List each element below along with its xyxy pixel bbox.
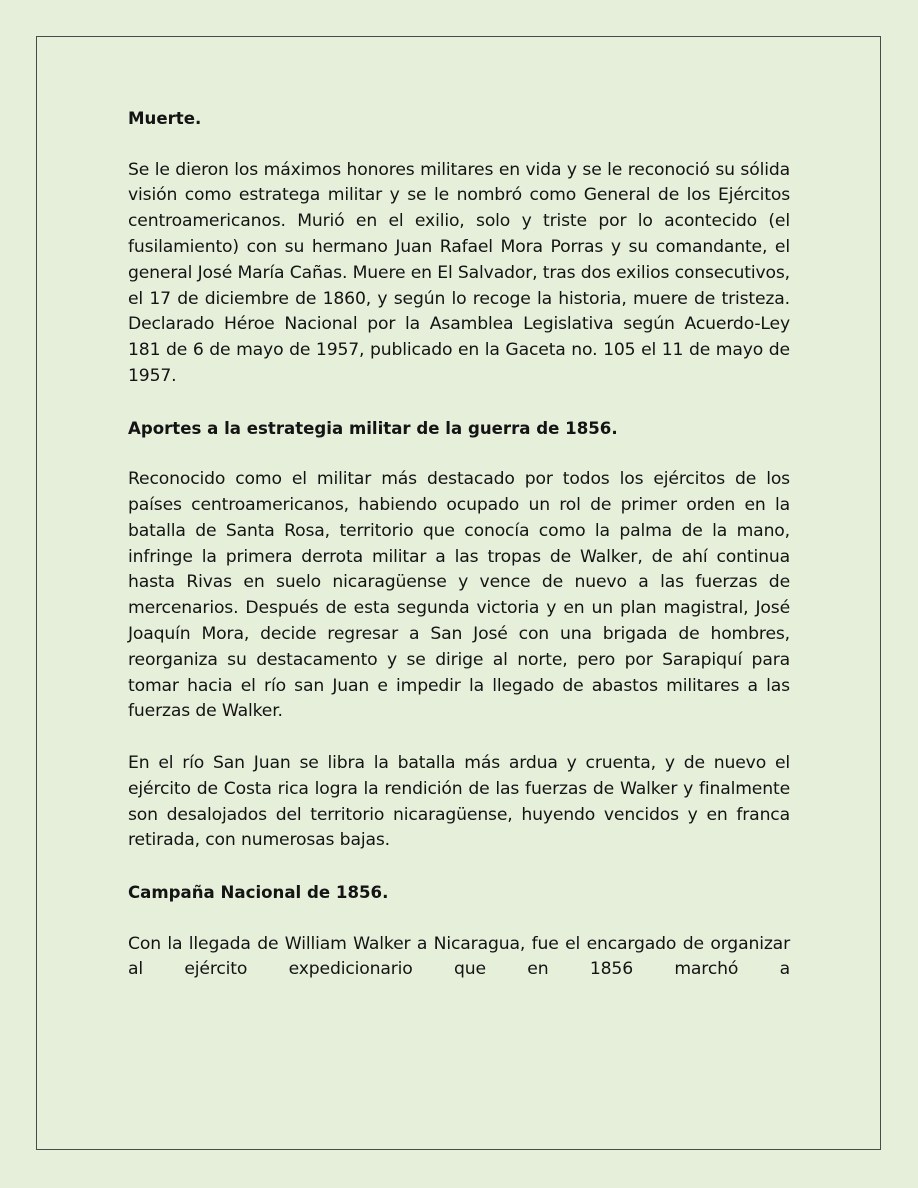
paragraph-aportes-1: Reconocido como el militar más destacado por todos los ejércitos de los países centroamericanos, habiendo ocupado un rol de primer orden en la batalla de Santa Rosa, territorio que conocía como la palma de la mano, infringe la primera derrota militar a las tropas de Walker, de ahí continua hasta Rivas en suelo nicaragüense y vence de nuevo a las fuerzas de mercenarios. Después de esta segunda victoria y en un plan magistral, José Joaquín Mora, decide regresar a San José con una brigada de hombres, reorganiza su destacamento y se dirige al norte, pero por Sarapiquí para tomar hacia el río san Juan e impedir la llegado de abastos militares a las fuerzas de Walker.	[128, 469, 790, 722]
document-body	[128, 106, 790, 1009]
section-heading-muerte: Muerte.	[128, 109, 202, 128]
section-heading-campana: Campaña Nacional de 1856.	[128, 882, 389, 902]
paragraph-muerte: Se le dieron los máximos honores militares en vida y se le reconoció su sólida visión como estratega militar y se le nombró como General de los Ejércitos centroamericanos. Murió en el exilio, solo y triste por lo acontecido (el fusilamiento) con su hermano Juan Rafael Mora Porras y su comandante, el general José María Cañas. Muere en El Salvador, tras dos exilios consecutivos, el 17 de diciembre de 1860, y según lo recoge la historia, muere de tristeza. Declarado Héroe Nacional por la Asamblea Legislativa según Acuerdo-Ley 181 de 6 de mayo de 1957, publicado en la Gaceta no. 105 el 11 de mayo de 1957.	[128, 159, 790, 386]
section-heading-aportes: Aportes a la estrategia militar de la guerra de 1856.	[128, 418, 618, 438]
paragraph-aportes-2: En el río San Juan se libra la batalla más ardua y cruenta, y de nuevo el ejército de Costa rica logra la rendición de las fuerzas de Walker y finalmente son desalojados del territorio nicaragüense, huyendo vencidos y en franca retirada, con numerosas bajas.	[128, 752, 790, 851]
paragraph-campana: Con la llegada de William Walker a Nicaragua, fue el encargado de organizar al ejército expedicionario que en 1856 marchó a	[128, 933, 790, 980]
